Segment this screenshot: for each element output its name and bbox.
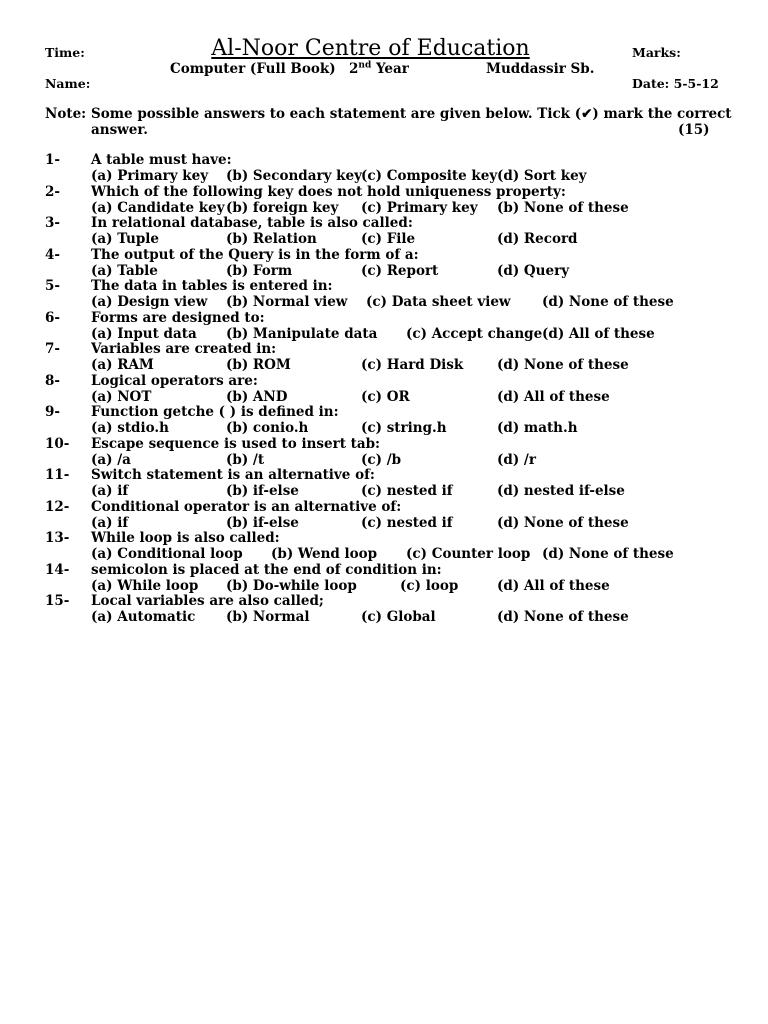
answer-option: (b) None of these: [497, 199, 629, 216]
answer-option: (b) Manipulate data: [226, 325, 378, 342]
answer-option: (a) Tuple: [91, 231, 160, 247]
answer-option: (a) Input data: [91, 325, 197, 342]
question-item: [45, 499, 745, 531]
answer-option: (d) None of these: [497, 514, 629, 531]
question-number: 8-: [45, 372, 60, 389]
question-item: [45, 152, 745, 184]
answer-option: (d) /r: [497, 451, 536, 468]
answer-option: (b) ROM: [226, 357, 291, 373]
question-number: 1-: [45, 152, 60, 168]
question-item: [45, 593, 745, 625]
note-label: Note:: [45, 106, 87, 122]
answer-option: (c) Accept change: [406, 325, 543, 342]
question-text: In relational database, table is also called:: [91, 215, 413, 231]
year-label: [349, 61, 409, 77]
page-title: Al-Noor Centre of Education: [211, 36, 530, 61]
answer-option: (c) OR: [361, 388, 410, 405]
question-number: 13-: [45, 530, 70, 546]
answer-option: (a) stdio.h: [91, 420, 169, 436]
question-number: 15-: [45, 593, 70, 609]
answer-option: (d) Record: [497, 231, 578, 247]
answer-option: (a) /a: [91, 451, 131, 468]
answer-option: (b) /t: [226, 451, 265, 468]
question-item: [45, 467, 745, 499]
answer-option: (b) Relation: [226, 231, 317, 247]
question-item: [45, 184, 745, 216]
subject-label: Computer (Full Book): [170, 61, 336, 77]
question-text: Logical operators are:: [91, 372, 258, 389]
question-item: [45, 530, 745, 562]
answer-option: (d) All of these: [497, 577, 610, 594]
question-number: 2-: [45, 183, 60, 200]
answer-option: (c) loop: [400, 577, 459, 594]
answer-option: (b) foreign key: [226, 199, 339, 216]
question-number: 7-: [45, 341, 60, 357]
year-suffix: nd: [358, 60, 372, 71]
answer-option: (c) Hard Disk: [361, 357, 464, 373]
answer-option: (a) While loop: [91, 577, 199, 594]
question-number: 14-: [45, 561, 70, 578]
answer-option: (a) Table: [91, 262, 158, 279]
question-text: Local variables are also called;: [91, 593, 324, 609]
year-word: Year: [375, 61, 409, 77]
answer-option: (c) nested if: [361, 514, 453, 531]
question-text: The output of the Query is in the form of a:: [91, 246, 419, 263]
question-item: [45, 436, 745, 468]
answer-option: (b) Secondary key: [226, 168, 362, 184]
answer-option: (b) Form: [226, 262, 293, 279]
question-text: While loop is also called:: [91, 530, 280, 546]
answer-option: (b) Normal: [226, 609, 310, 625]
question-item: [45, 310, 745, 342]
question-text: Variables are created in:: [91, 341, 277, 357]
question-text: Function getche ( ) is defined in:: [91, 404, 339, 420]
answer-option: (a) Candidate key: [91, 199, 225, 216]
answer-option: (a) Primary key: [91, 168, 209, 184]
question-item: [45, 341, 745, 373]
answer-option: (d) All of these: [497, 388, 610, 405]
question-item: [45, 215, 745, 247]
answer-option: (c) nested if: [361, 483, 453, 499]
question-text: A table must have:: [91, 152, 232, 168]
question-list: [45, 152, 745, 625]
answer-option: (a) Automatic: [91, 609, 196, 625]
question-number: 4-: [45, 246, 60, 263]
answer-option: (a) Conditional loop: [91, 546, 243, 562]
date-label: Date: 5-5-12: [632, 76, 719, 91]
answer-option: (a) if: [91, 514, 129, 531]
answer-option: (d) None of these: [497, 609, 629, 625]
answer-option: (d) Query: [497, 262, 570, 279]
question-text: Escape sequence is used to insert tab:: [91, 435, 381, 452]
answer-option: (d) math.h: [497, 420, 578, 436]
question-number: 3-: [45, 215, 60, 231]
answer-option: (a) NOT: [91, 388, 152, 405]
total-marks: (15): [678, 122, 710, 138]
question-text: Switch statement is an alternative of:: [91, 467, 375, 483]
answer-option: (c) Composite key: [361, 168, 498, 184]
question-number: 9-: [45, 404, 60, 420]
marks-label: Marks:: [632, 45, 681, 60]
teacher-name: Muddassir Sb.: [486, 61, 595, 77]
question-text: Which of the following key does not hold uniqueness property:: [91, 183, 566, 200]
question-number: 12-: [45, 498, 70, 515]
answer-option: (b) AND: [226, 388, 288, 405]
time-label: Time:: [45, 45, 85, 60]
note-text-line1: Some possible answers to each statement are given below. Tick (✔) mark the correct: [91, 106, 732, 122]
question-item: [45, 562, 745, 594]
question-item: [45, 247, 745, 279]
answer-option: (d) None of these: [497, 357, 629, 373]
answer-option: (b) if-else: [226, 483, 299, 499]
answer-option: (c) /b: [361, 451, 402, 468]
answer-option: (b) if-else: [226, 514, 299, 531]
answer-option: (c) Primary key: [361, 199, 478, 216]
question-text: Conditional operator is an alternative of:: [91, 498, 402, 515]
year-number: 2: [349, 61, 359, 77]
note-text-line2: answer.: [91, 122, 148, 138]
answer-option: (a) Design view: [91, 294, 208, 310]
answer-option: (d) All of these: [542, 325, 655, 342]
answer-option: (b) Wend loop: [271, 546, 378, 562]
question-item: [45, 278, 745, 310]
question-text: Forms are designed to:: [91, 309, 265, 326]
question-number: 11-: [45, 467, 70, 483]
question-number: 6-: [45, 309, 60, 326]
question-number: 5-: [45, 278, 60, 294]
answer-option: (b) Normal view: [226, 294, 348, 310]
answer-option: (b) conio.h: [226, 420, 309, 436]
answer-option: (c) File: [361, 231, 416, 247]
answer-option: (b) Do-while loop: [226, 577, 357, 594]
answer-option: (c) Report: [361, 262, 439, 279]
answer-option: (c) Counter loop: [406, 546, 531, 562]
answer-option: (c) Data sheet view: [366, 294, 511, 310]
question-text: The data in tables is entered in:: [91, 278, 333, 294]
answer-option: (a) if: [91, 483, 129, 499]
question-item: [45, 373, 745, 405]
answer-option: (a) RAM: [91, 357, 154, 373]
name-label: Name:: [45, 76, 91, 91]
answer-option: (d) nested if-else: [497, 483, 625, 499]
answer-option: (d) Sort key: [497, 168, 587, 184]
question-text: semicolon is placed at the end of condition in:: [91, 561, 442, 578]
answer-option: (c) Global: [361, 609, 436, 625]
question-item: [45, 404, 745, 436]
answer-option: (c) string.h: [361, 420, 447, 436]
answer-option: (d) None of these: [542, 294, 674, 310]
question-number: 10-: [45, 435, 70, 452]
answer-option: (d) None of these: [542, 546, 674, 562]
